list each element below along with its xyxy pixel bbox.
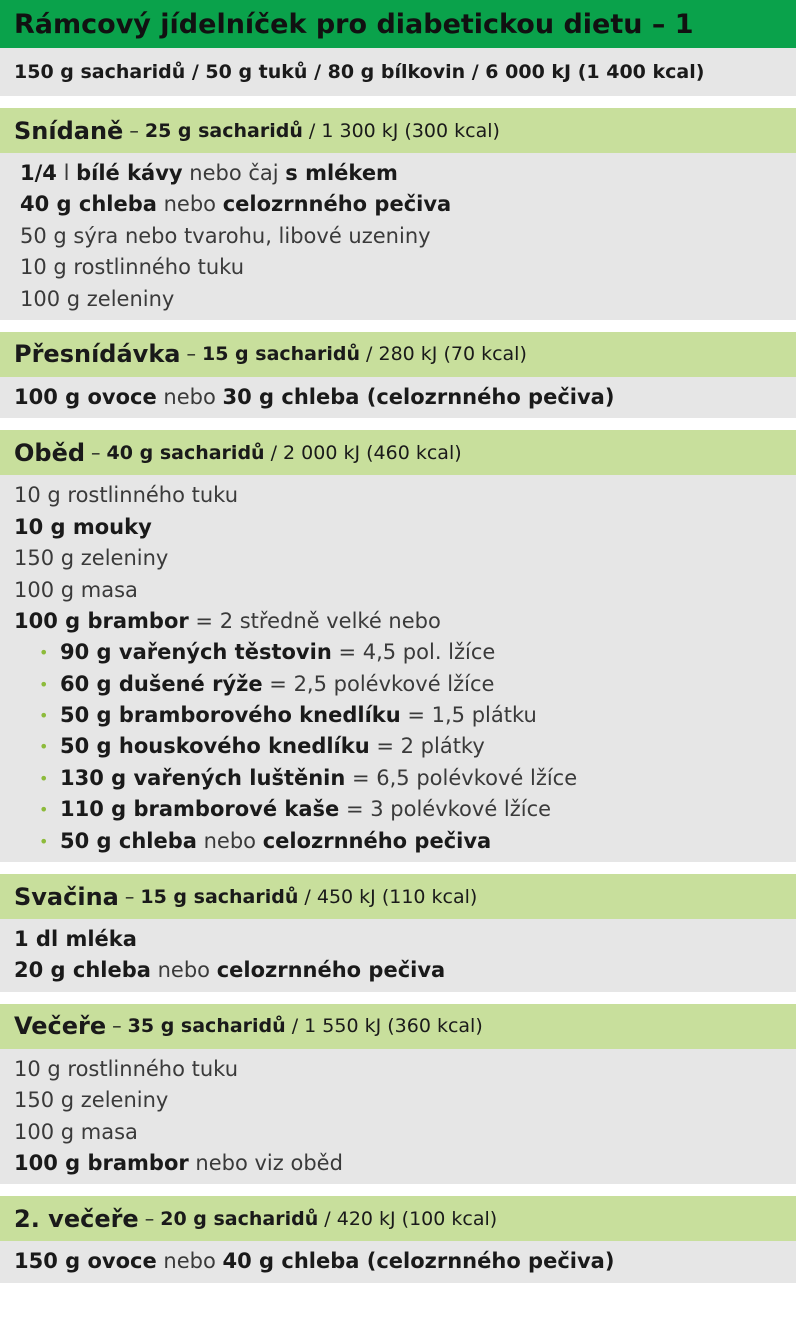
alternative-item bbox=[14, 700, 796, 731]
regular-text: nebo bbox=[156, 384, 223, 409]
meal-section bbox=[0, 332, 796, 418]
food-line bbox=[14, 252, 796, 283]
alternative-text bbox=[38, 829, 491, 853]
bold-text: bílé kávy bbox=[76, 161, 183, 185]
food-line bbox=[14, 382, 796, 413]
meal-name: Přesnídávka bbox=[14, 340, 181, 369]
bullet-icon: • bbox=[39, 706, 49, 726]
meal-name: Snídaně bbox=[14, 116, 124, 145]
bold-text: 50 g bramborového knedlíku bbox=[60, 703, 401, 728]
regular-text: 150 g zeleniny bbox=[14, 546, 169, 571]
alternative-text bbox=[38, 766, 577, 790]
meal-sections bbox=[0, 108, 796, 1283]
header-dash: – bbox=[144, 1207, 155, 1230]
bold-text: 90 g vařených těstovin bbox=[60, 640, 332, 665]
food-line bbox=[14, 1117, 796, 1148]
regular-text: = 2 plátky bbox=[369, 734, 485, 759]
regular-text: 100 g zeleniny bbox=[20, 286, 175, 311]
regular-text: nebo bbox=[156, 192, 223, 217]
header-dash: – bbox=[129, 119, 139, 142]
bold-text: 10 g mouky bbox=[14, 514, 152, 539]
alternative-item bbox=[14, 731, 796, 762]
regular-text: 10 g rostlinného tuku bbox=[14, 483, 239, 508]
bullet-icon: • bbox=[39, 800, 49, 820]
meal-section bbox=[0, 108, 796, 320]
bold-text: 1/4 bbox=[20, 161, 57, 185]
meal-energy: / 1 300 kJ (300 kcal) bbox=[302, 119, 500, 142]
alternative-text bbox=[38, 703, 537, 727]
food-line bbox=[14, 1148, 796, 1179]
regular-text: 150 g zeleniny bbox=[14, 1088, 169, 1113]
bold-text: 40 g chleba (celozrnného pečiva) bbox=[222, 1249, 615, 1274]
alternative-text bbox=[38, 734, 485, 758]
bold-text: 110 g bramborové kaše bbox=[60, 797, 340, 822]
regular-text: = 1,5 plátku bbox=[400, 703, 537, 728]
meal-carbs: 15 g sacharidů bbox=[201, 343, 361, 366]
meal-carbs: 35 g sacharidů bbox=[127, 1015, 286, 1038]
food-line bbox=[14, 158, 796, 189]
bullet-icon: • bbox=[39, 737, 49, 757]
meal-energy: / 420 kJ (100 kcal) bbox=[318, 1207, 498, 1230]
regular-text: nebo viz oběd bbox=[188, 1150, 343, 1175]
regular-text: l bbox=[56, 161, 77, 185]
meal-header bbox=[0, 332, 796, 377]
meal-header bbox=[0, 874, 796, 919]
regular-text: = 3 polévkové lžíce bbox=[339, 797, 552, 822]
regular-text: nebo bbox=[156, 1249, 223, 1274]
bold-text: 40 g chleba bbox=[20, 192, 157, 217]
meal-body bbox=[0, 475, 796, 862]
bold-text: s mlékem bbox=[285, 161, 398, 185]
meal-section bbox=[0, 1196, 796, 1282]
meal-body bbox=[0, 919, 796, 992]
regular-text: = 4,5 pol. lžíce bbox=[331, 640, 496, 665]
bullet-icon: • bbox=[39, 831, 49, 851]
bold-text: 1 dl mléka bbox=[14, 927, 137, 952]
meal-energy: / 280 kJ (70 kcal) bbox=[360, 343, 527, 366]
meal-body bbox=[0, 1241, 796, 1282]
alternative-text bbox=[38, 797, 551, 821]
food-line bbox=[14, 543, 796, 574]
regular-text: 100 g masa bbox=[14, 1119, 138, 1144]
bold-text: 130 g vařených luštěnin bbox=[60, 765, 346, 790]
food-line bbox=[14, 512, 796, 543]
alternative-item bbox=[14, 637, 796, 668]
bold-text: celozrnného pečiva bbox=[216, 958, 446, 983]
bold-text: 30 g chleba (celozrnného pečiva) bbox=[222, 384, 615, 409]
bold-text: 50 g chleba bbox=[60, 828, 197, 853]
food-line bbox=[14, 284, 796, 315]
food-line bbox=[14, 606, 796, 637]
meal-name: 2. večeře bbox=[14, 1204, 139, 1233]
meal-header bbox=[0, 1004, 796, 1049]
regular-text: 10 g rostlinného tuku bbox=[14, 1056, 239, 1081]
regular-text: 10 g rostlinného tuku bbox=[20, 255, 245, 280]
meal-section bbox=[0, 430, 796, 862]
alternative-text bbox=[38, 672, 494, 696]
bullet-icon: • bbox=[39, 674, 49, 694]
alternative-item bbox=[14, 826, 796, 857]
page-title: Rámcový jídelníček pro diabetickou dietu – 1 bbox=[0, 0, 796, 48]
meal-name: Svačina bbox=[14, 882, 119, 911]
food-line bbox=[14, 924, 796, 955]
meal-body bbox=[0, 377, 796, 418]
meal-section bbox=[0, 1004, 796, 1185]
bold-text: celozrnného pečiva bbox=[262, 828, 492, 853]
meal-header bbox=[0, 1196, 796, 1241]
meal-carbs: 20 g sacharidů bbox=[160, 1207, 319, 1230]
regular-text: 50 g sýra nebo tvarohu, libové uzeniny bbox=[20, 223, 431, 248]
regular-text: = 2,5 polévkové lžíce bbox=[262, 671, 495, 696]
bullet-icon: • bbox=[39, 768, 49, 788]
meal-energy: / 2 000 kJ (460 kcal) bbox=[264, 441, 462, 464]
header-dash: – bbox=[91, 441, 101, 464]
food-line bbox=[14, 1246, 796, 1277]
meal-carbs: 25 g sacharidů bbox=[144, 119, 303, 142]
header-dash: – bbox=[186, 343, 196, 366]
meal-carbs: 40 g sacharidů bbox=[106, 441, 265, 464]
regular-text: = 2 středně velké nebo bbox=[188, 608, 441, 633]
alternative-item bbox=[14, 763, 796, 794]
meal-body bbox=[0, 1049, 796, 1185]
bold-text: 20 g chleba bbox=[14, 958, 151, 983]
bold-text: 60 g dušené rýže bbox=[60, 671, 263, 696]
bold-text: 100 g brambor bbox=[14, 1150, 189, 1175]
food-line bbox=[14, 1054, 796, 1085]
regular-text: nebo bbox=[196, 828, 263, 853]
food-line bbox=[14, 575, 796, 606]
regular-text: = 6,5 polévkové lžíce bbox=[345, 765, 578, 790]
meal-section bbox=[0, 874, 796, 992]
meal-energy: / 450 kJ (110 kcal) bbox=[298, 885, 478, 908]
regular-text: nebo bbox=[150, 958, 217, 983]
bold-text: 100 g brambor bbox=[14, 608, 189, 633]
bold-text: 50 g houskového knedlíku bbox=[60, 734, 370, 759]
meal-body bbox=[0, 153, 796, 320]
meal-header bbox=[0, 108, 796, 153]
regular-text: 100 g masa bbox=[14, 577, 138, 602]
food-line bbox=[14, 221, 796, 252]
header-dash: – bbox=[112, 1015, 122, 1038]
alternative-item bbox=[14, 794, 796, 825]
food-line bbox=[14, 1085, 796, 1116]
meal-header bbox=[0, 430, 796, 475]
bold-text: 150 g ovoce bbox=[14, 1249, 157, 1274]
food-line bbox=[14, 189, 796, 220]
bold-text: 100 g ovoce bbox=[14, 384, 157, 409]
food-line bbox=[14, 480, 796, 511]
header-dash: – bbox=[124, 885, 135, 908]
regular-text: nebo čaj bbox=[182, 161, 286, 185]
meal-name: Večeře bbox=[14, 1012, 107, 1041]
meal-energy: / 1 550 kJ (360 kcal) bbox=[285, 1015, 483, 1038]
meal-name: Oběd bbox=[14, 438, 86, 467]
bullet-icon: • bbox=[39, 643, 49, 663]
daily-totals: 150 g sacharidů / 50 g tuků / 80 g bílkovin / 6 000 kJ (1 400 kcal) bbox=[0, 48, 796, 96]
alternative-text bbox=[38, 640, 495, 664]
meal-carbs: 15 g sacharidů bbox=[140, 885, 299, 908]
alternative-item bbox=[14, 669, 796, 700]
food-line bbox=[14, 955, 796, 986]
bold-text: celozrnného pečiva bbox=[222, 192, 452, 217]
